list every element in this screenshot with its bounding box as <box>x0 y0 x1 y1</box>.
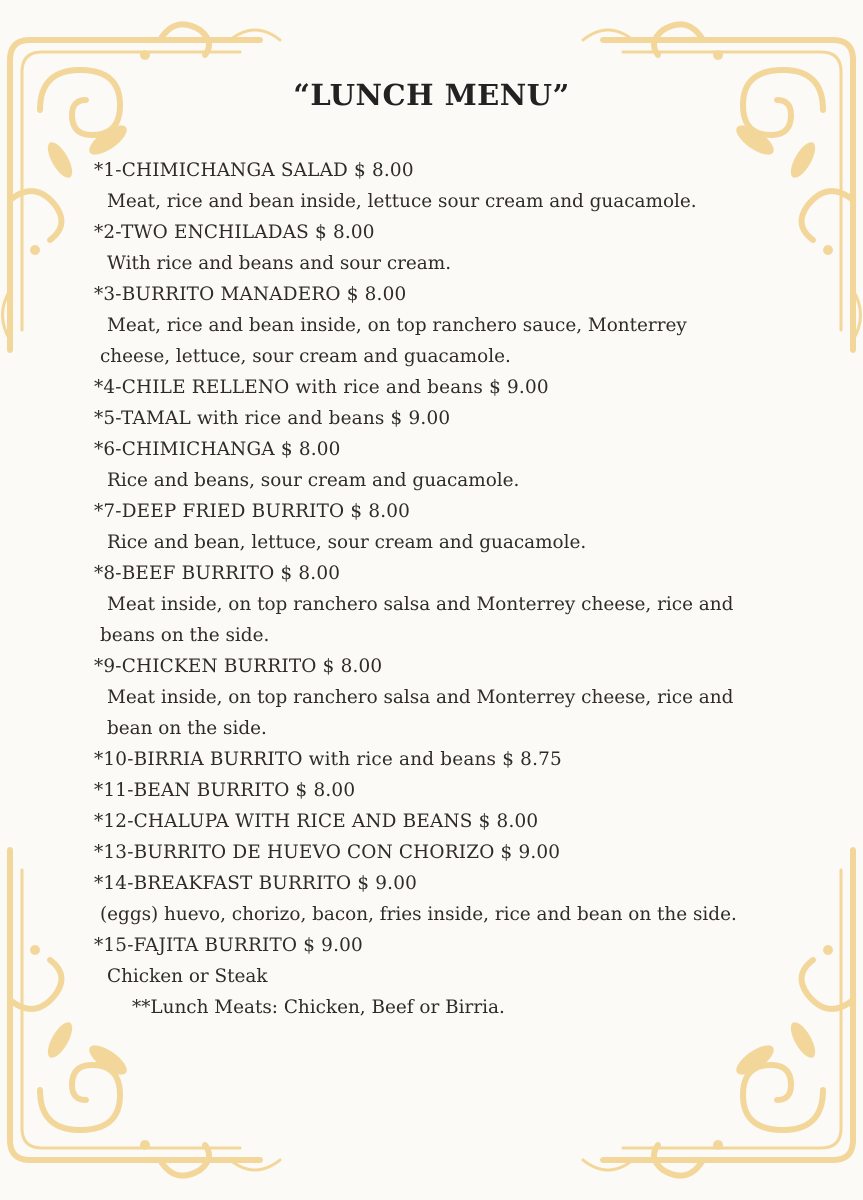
menu-item-description: bean on the side. <box>107 718 267 739</box>
menu-item-name: *5-TAMAL with rice and beans $ 9.00 <box>94 408 451 429</box>
menu-item-name: *13-BURRITO DE HUEVO CON CHORIZO $ 9.00 <box>94 842 561 863</box>
menu-item-description: Rice and bean, lettuce, sour cream and guacamole. <box>107 532 587 553</box>
menu-item-description: beans on the side. <box>100 625 270 646</box>
menu-item-description: Meat, rice and bean inside, on top ranchero sauce, Monterrey <box>107 315 687 336</box>
menu-item-description: (eggs) huevo, chorizo, bacon, fries inside, rice and bean on the side. <box>100 904 737 925</box>
menu-item-name: *4-CHILE RELLENO with rice and beans $ 9.00 <box>94 377 549 398</box>
menu-item-name: *8-BEEF BURRITO $ 8.00 <box>94 563 341 584</box>
menu-item-name: *1-CHIMICHANGA SALAD $ 8.00 <box>94 160 414 181</box>
menu-item-name: *14-BREAKFAST BURRITO $ 9.00 <box>94 873 418 894</box>
menu-item-name: *9-CHICKEN BURRITO $ 8.00 <box>94 656 383 677</box>
menu-item-description: With rice and beans and sour cream. <box>107 253 452 274</box>
menu-item-name: *15-FAJITA BURRITO $ 9.00 <box>94 935 363 956</box>
lunch-meats-note: **Lunch Meats: Chicken, Beef or Birria. <box>132 997 505 1018</box>
menu-item-name: *12-CHALUPA WITH RICE AND BEANS $ 8.00 <box>94 811 539 832</box>
menu-item-description: Meat, rice and bean inside, lettuce sour cream and guacamole. <box>107 191 697 212</box>
menu-item-description: Meat inside, on top ranchero salsa and Monterrey cheese, rice and <box>107 594 734 615</box>
menu-list <box>94 155 794 1023</box>
menu-item-description: Rice and beans, sour cream and guacamole. <box>107 470 520 491</box>
menu-item-name: *3-BURRITO MANADERO $ 8.00 <box>94 284 407 305</box>
menu-item-name: *11-BEAN BURRITO $ 8.00 <box>94 780 356 801</box>
menu-item-description: cheese, lettuce, sour cream and guacamole. <box>100 346 511 367</box>
menu-title: “LUNCH MENU” <box>293 78 570 112</box>
menu-item-name: *10-BIRRIA BURRITO with rice and beans $ 8.75 <box>94 749 562 770</box>
menu-item-description: Meat inside, on top ranchero salsa and Monterrey cheese, rice and <box>107 687 734 708</box>
menu-item-name: *7-DEEP FRIED BURRITO $ 8.00 <box>94 501 411 522</box>
menu-item-description: Chicken or Steak <box>107 966 268 987</box>
menu-item-name: *6-CHIMICHANGA $ 8.00 <box>94 439 341 460</box>
menu-item-name: *2-TWO ENCHILADAS $ 8.00 <box>94 222 375 243</box>
